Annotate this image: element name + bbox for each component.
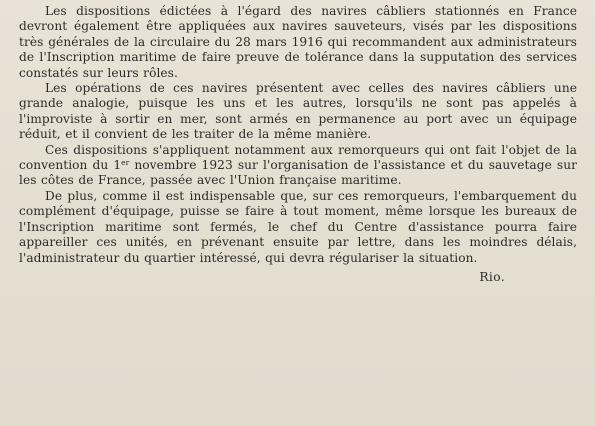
paragraph-2: Les opérations de ces navires présentent avec celles des navires câbliers une grande analogie, puisque les uns et les autres, lorsqu'ils ne sont pas appelés à l'improviste à sortir en mer, sont armés en permanence au port avec un équipage réduit, et il convient de les traiter de la même manière. <box>19 81 577 142</box>
ordinal-superscript: er <box>121 158 130 168</box>
body-text <box>19 4 577 285</box>
paragraph-1: Les dispositions édictées à l'égard des navires câbliers stationnés en France devront également être appliquées aux navires sauveteurs, visés par les dispositions très générales de la circulaire du 28 mars 1916 qui recommandent aux administrateurs de l'Inscription maritime de faire preuve de tolérance dans la supputation des services constatés sur leurs rôles. <box>19 4 577 80</box>
signature: Rio. <box>479 269 505 284</box>
paragraph-3-text-end: novembre 1923 sur l'organisation de l'assistance et du sauvetage sur les côtes de France, passée avec l'Union française maritime. <box>19 158 578 188</box>
paragraph-4: De plus, comme il est indispensable que, sur ces remorqueurs, l'embarquement du complément d'équipage, puisse se faire à tout moment, même lorsque les bureaux de l'Inscription maritime sont fermés, le chef du Centre d'assistance pourra faire appareiller ces unités, en prévenant ensuite par lettre, dans les moindres délais, l'administrateur du quartier intéressé, qui devra régulariser la situation. <box>19 188 577 265</box>
paragraph-3-text-start: Ces dispositions s'appliquent notamment aux remorqueurs qui ont fait l'objet de la convention du 1 <box>19 142 577 173</box>
paragraph-3 <box>19 143 577 189</box>
